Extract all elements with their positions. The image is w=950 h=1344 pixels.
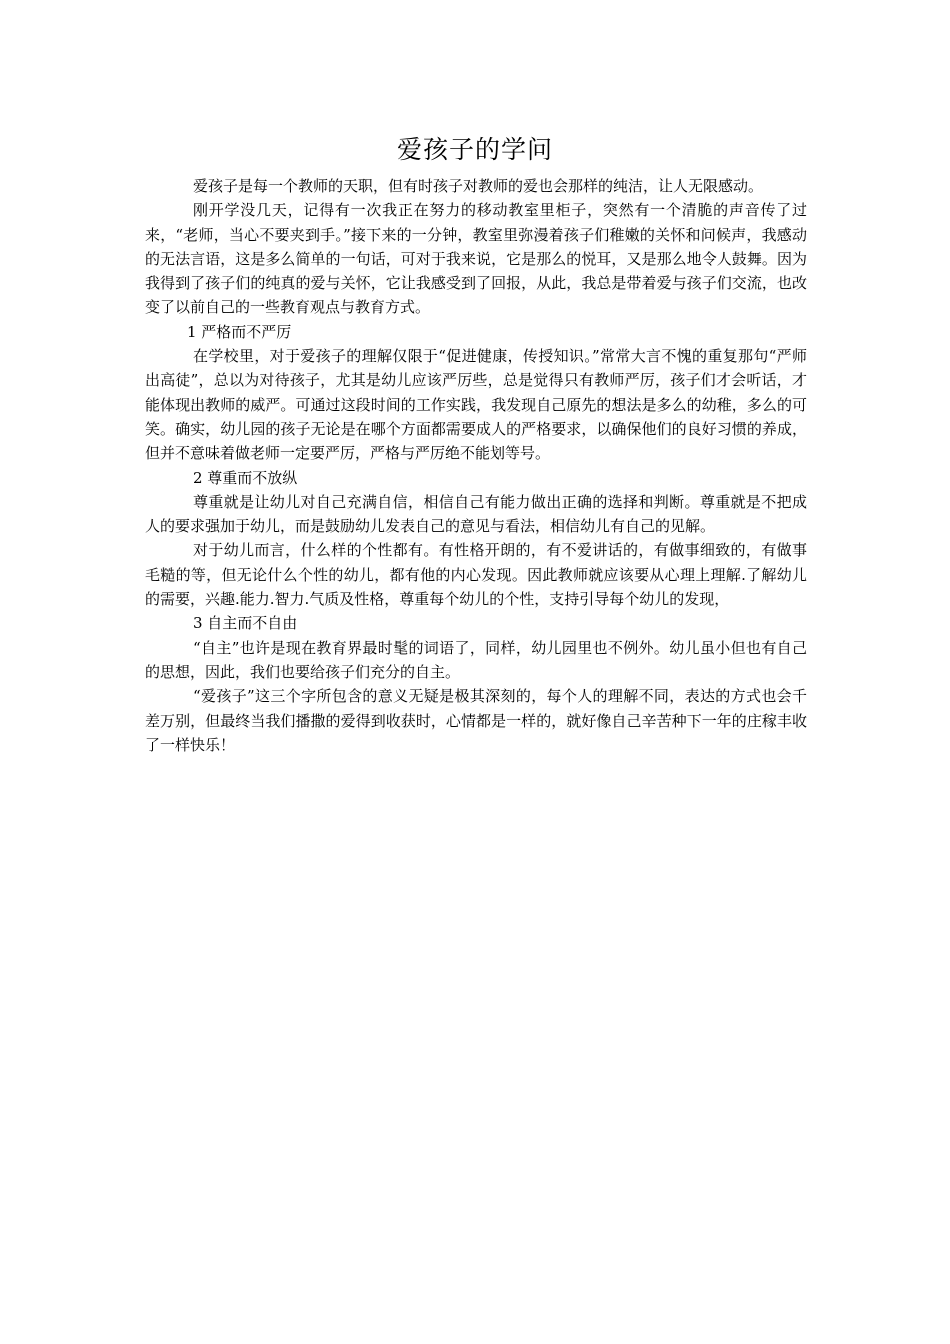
section-heading: 3 自主而不自由 — [193, 614, 298, 633]
page-title: 爱孩子的学问 — [396, 135, 553, 164]
paragraph: 尊重就是让幼儿对自己充满自信，相信自己有能力做出正确的选择和判断。尊重就是不把成人的要求强加于幼儿，而是鼓励幼儿发表自己的意见与看法，相信幼儿有自己的见解。 — [145, 492, 807, 536]
section-heading: 1 严格而不严厉 — [187, 322, 292, 341]
paragraph: “爱孩子”这三个字所包含的意义无疑是极其深刻的，每个人的理解不同，表达的方式也会千差万别，但最终当我们播撒的爱得到收获时，心情都是一样的，就好像自己辛苦种下一年的庄稼丰收了一样快乐！ — [145, 687, 807, 754]
paragraph: 在学校里，对于爱孩子的理解仅限于“促进健康，传授知识。”常常大言不愧的重复那句“严师出高徒”，总以为对待孩子，尤其是幼儿应该严厉些，总是觉得只有教师严厉，孩子们才会听话，才能体现出教师的威严。可通过这段时间的工作实践，我发现自己原先的想法是多么的幼稚，多么的可笑。确实，幼儿园的孩子无论是在哪个方面都需要成人的严格要求，以确保他们的良好习惯的养成，但并不意味着做老师一定要严厉，严格与严厉绝不能划等号。 — [145, 347, 807, 463]
paragraph: 对于幼儿而言，什么样的个性都有。有性格开朗的，有不爱讲话的，有做事细致的，有做事毛糙的等，但无论什么个性的幼儿，都有他的内心发现。因此教师就应该要从心理上理解.了解幼儿的需要，兴趣.能力.智力.气质及性格，尊重每个幼儿的个性，支持引导每个幼儿的发现， — [145, 541, 807, 609]
paragraph: 爱孩子是每一个教师的天职，但有时孩子对教师的爱也会那样的纯洁，让人无限感动。 — [193, 177, 764, 195]
section-heading: 2 尊重而不放纵 — [193, 468, 298, 487]
paragraph: “自主”也许是现在教育界最时髦的词语了，同样，幼儿园里也不例外。幼儿虽小但也有自己的思想，因此，我们也要给孩子们充分的自主。 — [145, 638, 807, 681]
document-body — [145, 174, 807, 757]
paragraph: 刚开学没几天，记得有一次我正在努力的移动教室里柜子，突然有一个清脆的声音传了过来，“老师，当心不要夹到手。”接下来的一分钟，教室里弥漫着孩子们稚嫩的关怀和问候声，我感动的无法言语，这是多么简单的一句话，可对于我来说，它是那么的悦耳，又是那么地令人鼓舞。因为我得到了孩子们的纯真的爱与关怀，它让我感受到了回报，从此，我总是带着爱与孩子们交流，也改变了以前自己的一些教育观点与教育方式。 — [145, 201, 807, 317]
